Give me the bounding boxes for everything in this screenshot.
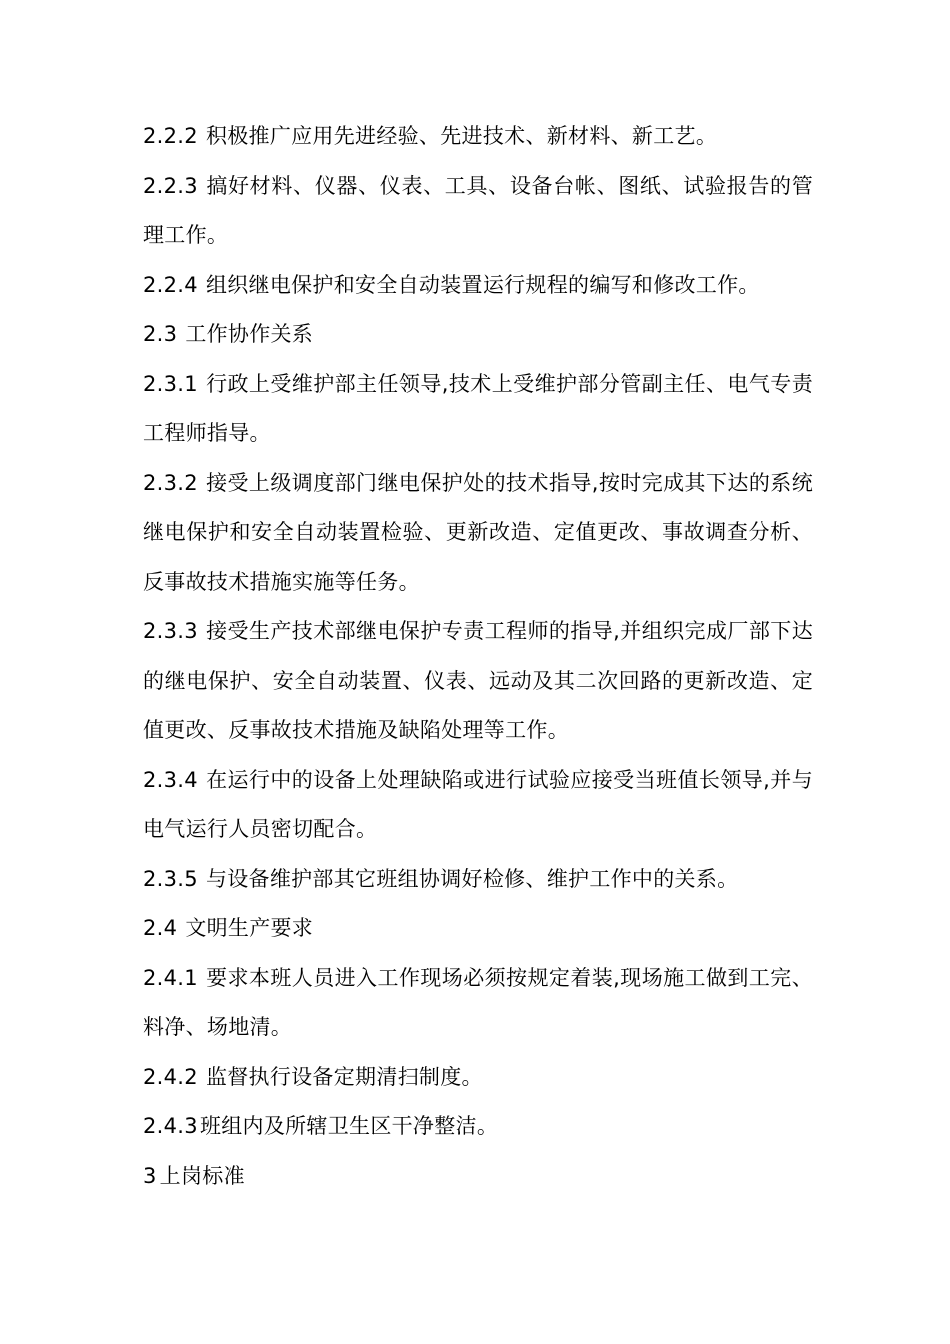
paragraph-text: 班组内及所辖卫生区干净整洁。: [199, 1114, 499, 1138]
heading-2-3: [143, 310, 813, 360]
section-number: 2.4.2: [143, 1064, 198, 1089]
paragraph-2-4-1: [143, 954, 813, 1053]
section-number: 2.3.2: [143, 470, 198, 495]
section-number: 2.3: [143, 322, 178, 346]
section-number: 2.3.5: [143, 866, 198, 891]
paragraph-text: 在运行中的设备上处理缺陷或进行试验应接受当班值长领导,并与电气运行人员密切配合。: [143, 767, 813, 841]
paragraph-2-3-3: [143, 607, 813, 756]
paragraph-text: 组织继电保护和安全自动装置运行规程的编写和修改工作。: [205, 272, 760, 297]
paragraph-2-2-2: [143, 112, 813, 162]
paragraph-2-3-5: [143, 855, 813, 905]
heading-3: [143, 1152, 813, 1202]
paragraph-text: 行政上受维护部主任领导,技术上受维护部分管副主任、电气专责工程师指导。: [143, 371, 813, 445]
paragraph-2-4-3: [143, 1102, 813, 1152]
paragraph-text: 监督执行设备定期清扫制度。: [205, 1064, 483, 1089]
section-number: 2.3.4: [143, 767, 198, 792]
heading-2-4: [143, 904, 813, 954]
section-number: 2.2.2: [143, 124, 198, 148]
heading-text: 工作协作关系: [185, 322, 314, 346]
document-body: [143, 112, 813, 1201]
section-number: 2.4: [143, 916, 178, 940]
paragraph-text: 与设备维护部其它班组协调好检修、维护工作中的关系。: [205, 866, 739, 891]
paragraph-2-3-4: [143, 756, 813, 855]
section-number: 2.4.3: [143, 1114, 198, 1138]
paragraph-text: 要求本班人员进入工作现场必须按规定着装,现场施工做到工完、料净、场地清。: [143, 965, 813, 1039]
paragraph-text: 接受上级调度部门继电保护处的技术指导,按时完成其下达的系统继电保护和安全自动装置检验、更新改造、定值更改、事故调查分析、反事故技术措施实施等任务。: [143, 470, 813, 594]
section-number: 3: [143, 1163, 157, 1188]
section-number: 2.2.3: [143, 173, 198, 198]
section-number: 2.3.3: [143, 619, 198, 643]
paragraph-2-3-1: [143, 360, 813, 459]
paragraph-text: 搞好材料、仪器、仪表、工具、设备台帐、图纸、试验报告的管理工作。: [143, 173, 813, 247]
paragraph-text: 积极推广应用先进经验、先进技术、新材料、新工艺。: [205, 124, 718, 148]
paragraph-2-2-4: [143, 261, 813, 311]
paragraph-2-4-2: [143, 1053, 813, 1103]
paragraph-2-2-3: [143, 162, 813, 261]
section-number: 2.3.1: [143, 371, 198, 396]
section-number: 2.4.1: [143, 965, 198, 990]
heading-text: 上岗标准: [159, 1163, 245, 1188]
heading-text: 文明生产要求: [185, 916, 314, 940]
paragraph-text: 接受生产技术部继电保护专责工程师的指导,并组织完成厂部下达的继电保护、安全自动装置、仪表、远动及其二次回路的更新改造、定值更改、反事故技术措施及缺陷处理等工作。: [143, 619, 813, 742]
section-number: 2.2.4: [143, 272, 198, 297]
paragraph-2-3-2: [143, 459, 813, 608]
